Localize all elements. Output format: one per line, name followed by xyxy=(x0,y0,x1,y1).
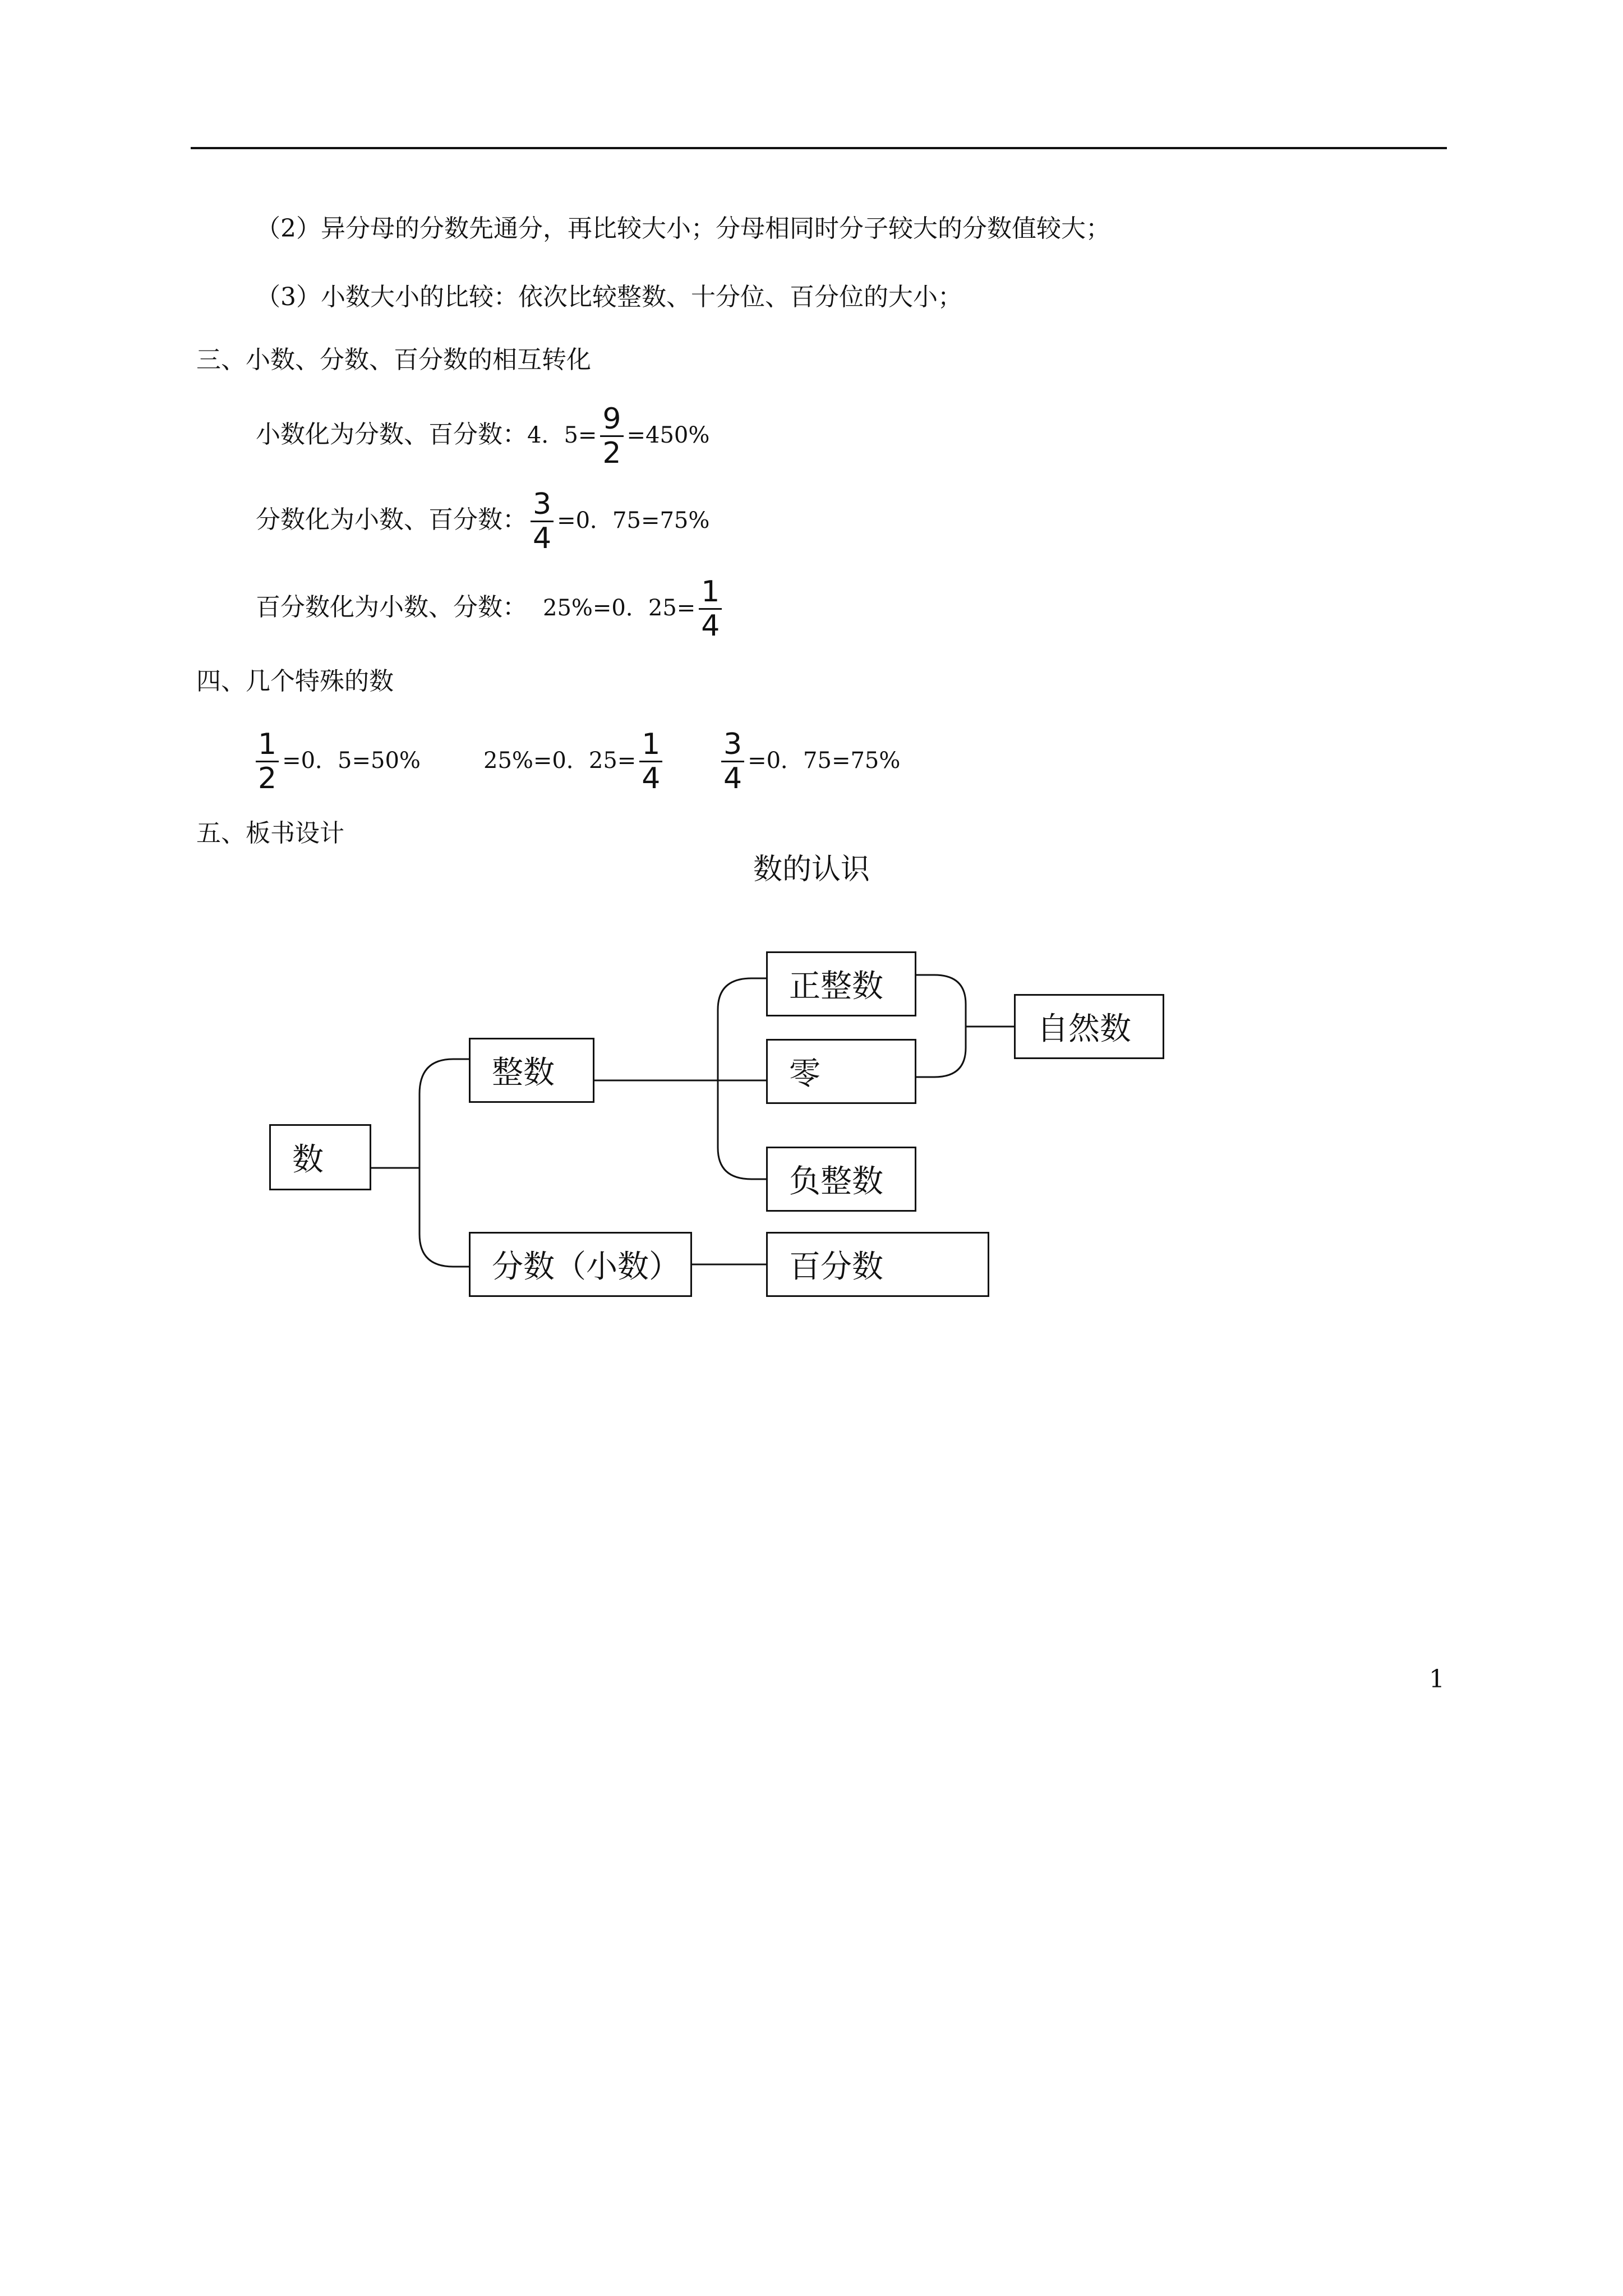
rule-3-text: （3）小数大小的比较：依次比较整数、十分位、百分位的大小； xyxy=(256,283,962,311)
denominator: 2 xyxy=(258,762,277,795)
node-fractions: 分数（小数） xyxy=(469,1232,692,1297)
denominator: 2 xyxy=(602,436,621,470)
node-zero: 零 xyxy=(766,1039,916,1104)
conversion-label: 分数化为小数、百分数： xyxy=(256,505,527,534)
denominator: 4 xyxy=(701,609,720,643)
node-positive-integers: 正整数 xyxy=(766,951,916,1016)
section-3-heading: 三、小数、分数、百分数的相互转化 xyxy=(196,346,591,374)
numerator: 9 xyxy=(600,403,623,437)
expression-text: =0．5=50% xyxy=(282,748,421,774)
rule-2-text: （2）异分母的分数先通分，再比较大小；分母相同时分子较大的分数值较大； xyxy=(256,214,1110,243)
denominator: 4 xyxy=(533,522,552,555)
numerator: 1 xyxy=(639,728,662,762)
numerator: 1 xyxy=(699,576,722,610)
denominator: 4 xyxy=(723,762,743,795)
expression-text: =450% xyxy=(626,422,710,448)
connector-root-branch xyxy=(419,1059,453,1267)
connector-integers-branch xyxy=(718,978,751,1179)
node-integers: 整数 xyxy=(469,1038,594,1103)
node-natural-numbers: 自然数 xyxy=(1014,994,1164,1059)
section-5-heading: 五、板书设计 xyxy=(196,819,344,848)
expression-text: =0．75=75% xyxy=(748,748,901,774)
section-4-heading: 四、几个特殊的数 xyxy=(196,667,394,696)
connector-natural-bracket xyxy=(915,975,966,1077)
conversion-label: 百分数化为小数、分数： xyxy=(256,593,527,622)
node-numbers: 数 xyxy=(269,1124,371,1190)
numerator: 1 xyxy=(256,728,279,762)
expression-text: 25%=0．25= xyxy=(543,595,696,621)
expression-text: =0．75=75% xyxy=(557,508,710,533)
numerator: 3 xyxy=(721,728,744,762)
node-negative-integers: 负整数 xyxy=(766,1147,916,1212)
expression-text: 4．5= xyxy=(527,422,597,448)
expression-text: 25%=0．25= xyxy=(483,748,637,774)
diagram-title: 数的认识 xyxy=(753,853,870,886)
denominator: 4 xyxy=(642,762,661,795)
conversion-label: 小数化为分数、百分数： xyxy=(256,420,527,449)
node-percentages: 百分数 xyxy=(766,1232,989,1297)
numerator: 3 xyxy=(531,488,554,522)
page-number: 1 xyxy=(1429,1665,1445,1694)
